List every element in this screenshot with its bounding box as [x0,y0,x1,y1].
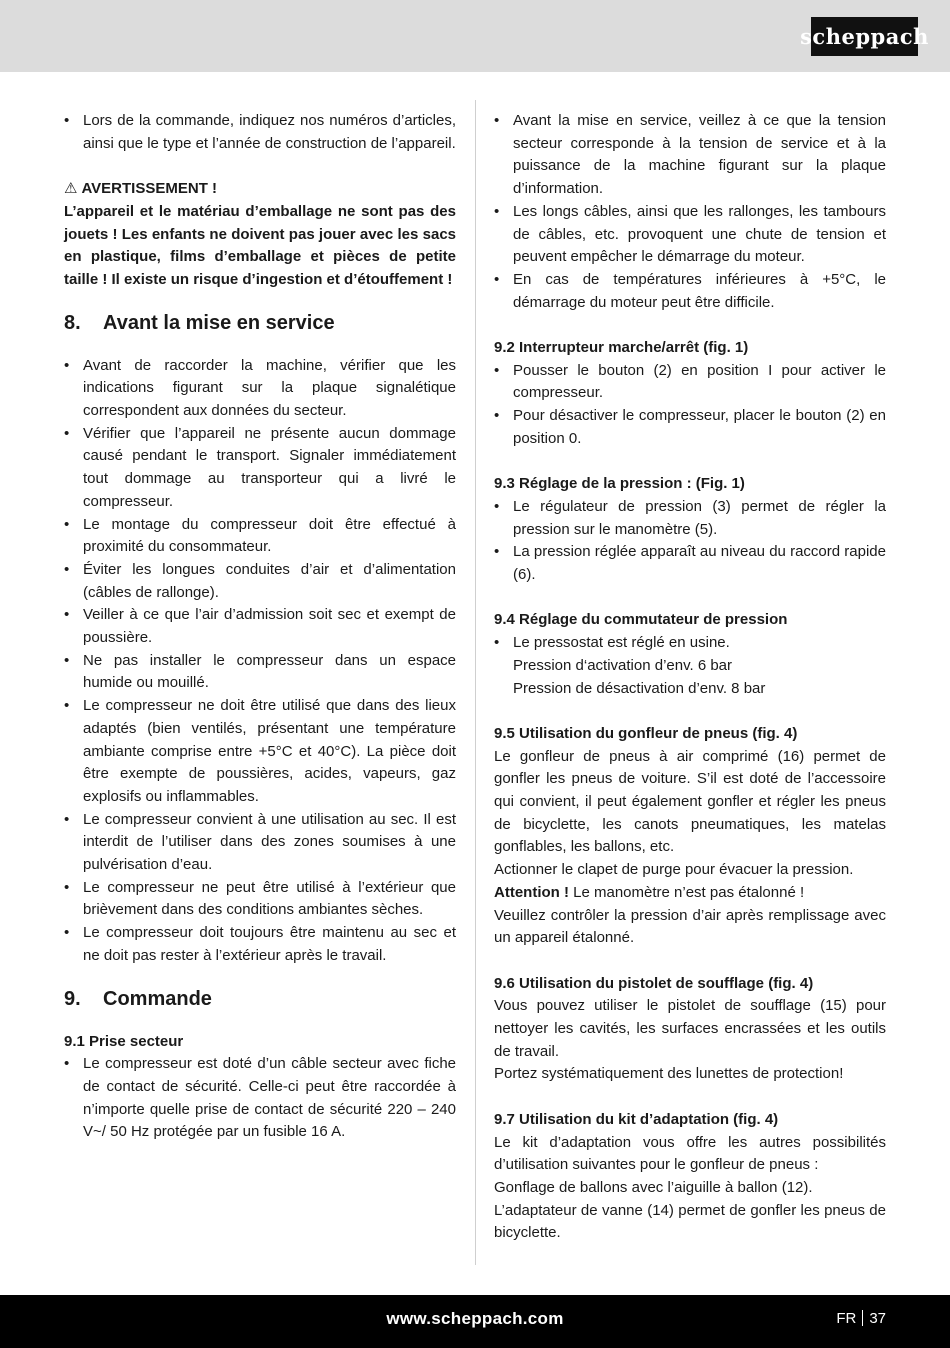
intro-list [64,110,456,155]
paragraph: Le gonfleur de pneus à air comprimé (16) permet de gonfler les pneus de voiture. S’il est doté de l’accessoire qui convient, il peut également gonfler et régler les pneus de bicyclette, les canots pneumatiques, les matelas gonflables, les ballons, etc. [494,747,886,856]
section-9-heading: 9. Commande [64,987,212,1010]
header-bar [0,0,950,72]
footer-bar [0,1295,950,1348]
paragraph: Actionner le clapet de purge pour évacuer la pression. [494,861,854,879]
list-item: • Les longs câbles, ainsi que les rallonges, les tambours de câbles, etc. provoquent une chute de tension et peuvent empêcher le démarrage du moteur. [494,201,886,269]
list-item: • Avant la mise en service, veillez à ce que la tension secteur corresponde à la tension de service et à la puissance de la machine figurant sur la plaque d’information. [494,110,886,201]
warning-title: ⚠ AVERTISSEMENT ! [64,178,456,201]
list-item: • Ne pas installer le compresseur dans un espace humide ou mouillé. [64,650,456,695]
brand-logo: scheppach [811,17,918,56]
paragraph: Portez systématiquement des lunettes de protection! [494,1065,844,1083]
paragraph: L’adaptateur de vanne (14) permet de gonfler les pneus de bicyclette. [494,1201,886,1242]
subsection-9-1-title: 9.1 Prise secteur [64,1032,184,1050]
section-8-list [64,355,456,968]
list-item: • Éviter les longues conduites d’air et d’alimentation (câbles de rallonge). [64,559,456,604]
subsection-9-5-title: 9.5 Utilisation du gonfleur de pneus (fig. 4) [494,724,798,742]
list-item: • Le régulateur de pression (3) permet de régler la pression sur le manomètre (5). [494,496,886,541]
column-divider [475,100,476,1265]
subsection-9-2-list [494,360,886,451]
separator [862,1310,863,1326]
list-item: • La pression réglée apparaît au niveau du raccord rapide (6). [494,541,886,586]
page-info [836,1310,886,1327]
list-item: • Lors de la commande, indiquez nos numéros d’articles, ainsi que le type et l’année de construction de l’appareil. [64,110,456,155]
website-link[interactable]: www.scheppach.com [386,1309,564,1328]
list-item: • Le pressostat est réglé en usine. [494,632,886,655]
list-item: • Le compresseur convient à une utilisation au sec. Il est interdit de l’utiliser dans des zones soumises à une pulvérisation d’eau. [64,809,456,877]
subsection-9-4-list [494,632,886,655]
list-item: • Avant de raccorder la machine, vérifier que les indications figurant sur la plaque signalétique correspondent aux données du secteur. [64,355,456,423]
subsection-9-4-title: 9.4 Réglage du commutateur de pression [494,611,788,629]
subsection-9-6-title: 9.6 Utilisation du pistolet de soufflage (fig. 4) [494,974,814,992]
language-code: FR [836,1310,857,1327]
right-column [494,110,886,1245]
paragraph: Gonflage de ballons avec l’aiguille à ballon (12). [494,1178,813,1196]
page-number: 37 [869,1310,886,1327]
subsection-9-1-list [64,1053,456,1144]
continued-list [494,110,886,314]
warning-triangle-icon: ⚠ [64,180,78,198]
list-item: • Le montage du compresseur doit être effectué à proximité du consommateur. [64,514,456,559]
paragraph: Veuillez contrôler la pression d’air après remplissage avec un appareil étalonné. [494,906,886,947]
paragraph: Le kit d’adaptation vous offre les autres possibilités d’utilisation suivantes pour le gonfleur de pneus : [494,1133,886,1174]
list-item: • Le compresseur doit toujours être maintenu au sec et ne doit pas rester à l’extérieur après le travail. [64,922,456,967]
list-item: • En cas de températures inférieures à +5°C, le démarrage du moteur peut être difficile. [494,269,886,314]
section-8-heading: 8. Avant la mise en service [64,311,335,334]
warning-text: L’appareil et le matériau d’emballage ne sont pas des jouets ! Les enfants ne doivent pas jouer avec les sacs en plastique, films d’emballage et pièces de petite taille ! Il existe un risque d’ingestion et d’étouffement ! [64,202,456,288]
attention-note: Attention ! Le manomètre n’est pas étalonné ! [494,883,805,901]
activation-pressure: Pression d‘activation d’env. 6 bar [513,656,733,674]
list-item: • Pour désactiver le compresseur, placer le bouton (2) en position 0. [494,405,886,450]
deactivation-pressure: Pression de désactivation d’env. 8 bar [513,679,766,697]
list-item: • Vérifier que l’appareil ne présente aucun dommage causé pendant le transport. Signaler immédiatement tout dommage au transporteur qui a livré le compresseur. [64,423,456,514]
list-item: • Veiller à ce que l’air d’admission soit sec et exempt de poussière. [64,604,456,649]
list-item: • Le compresseur ne peut être utilisé à l’extérieur que brièvement dans des conditions ambiantes sèches. [64,877,456,922]
list-item: • Pousser le bouton (2) en position I pour activer le compresseur. [494,360,886,405]
subsection-9-3-title: 9.3 Réglage de la pression : (Fig. 1) [494,475,745,493]
subsection-9-2-title: 9.2 Interrupteur marche/arrêt (fig. 1) [494,339,749,357]
subsection-9-3-list [494,496,886,587]
subsection-9-7-title: 9.7 Utilisation du kit d’adaptation (fig. 4) [494,1110,779,1128]
list-item: • Le compresseur ne doit être utilisé que dans des lieux adaptés (bien ventilés, présentant une température ambiante comprise entre +5°C et 40°C). La pièce doit être exempte de poussières, acides, vapeurs, gaz explosifs ou inflammables. [64,695,456,809]
paragraph: Vous pouvez utiliser le pistolet de soufflage (15) pour nettoyer les cavités, les surfaces encrassées et les outils de travail. [494,997,886,1060]
left-column [64,110,456,1144]
list-item: • Le compresseur est doté d’un câble secteur avec fiche de contact de sécurité. Celle-ci peut être raccordée à n’importe quelle prise de contact de sécurité 220 – 240 V~/ 50 Hz protégée par un fusible 16 A. [64,1053,456,1144]
